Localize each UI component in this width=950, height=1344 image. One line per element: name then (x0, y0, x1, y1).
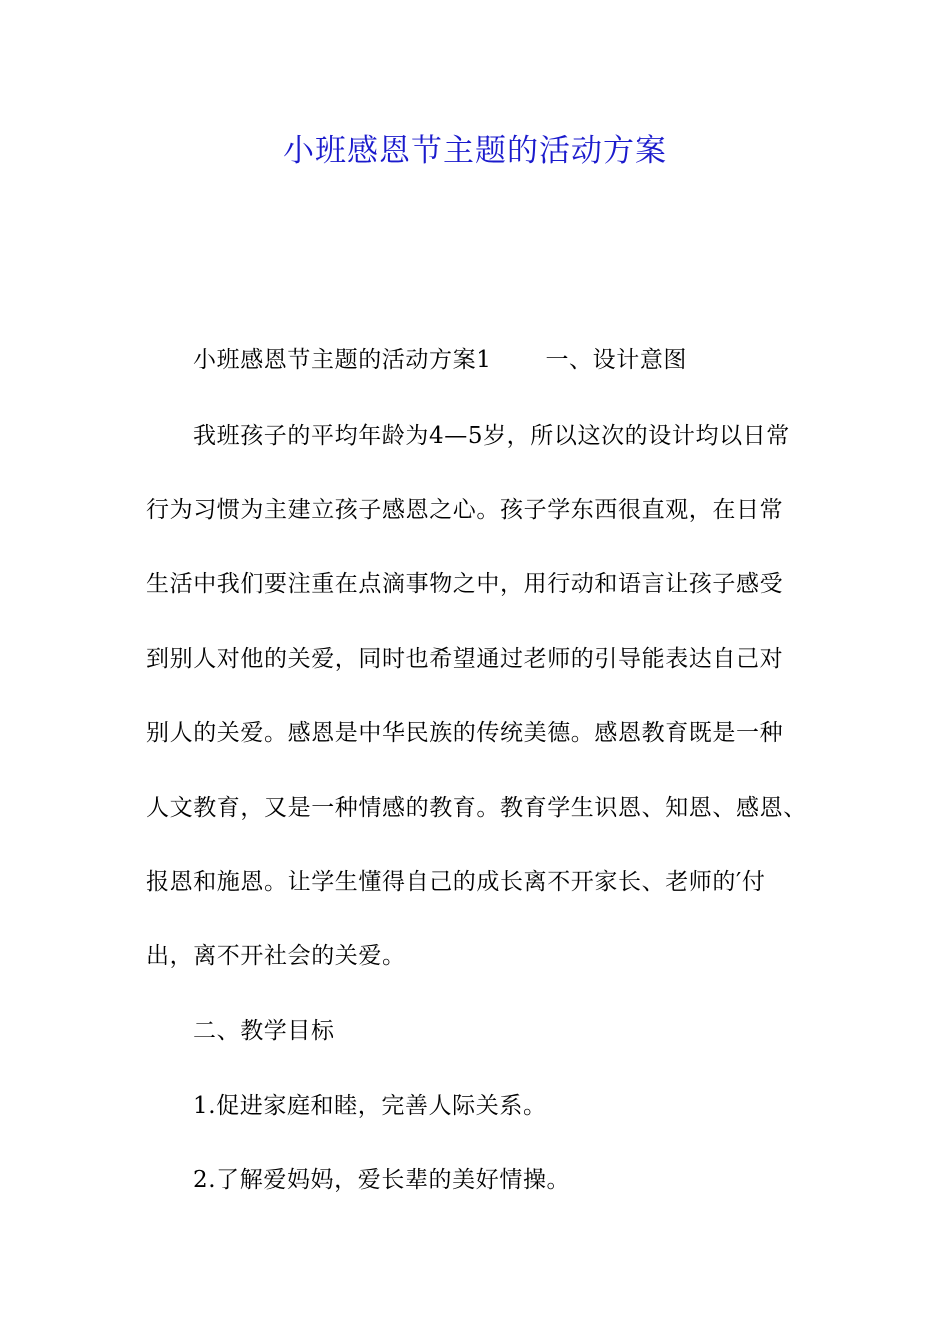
paragraph-line: 报恩和施恩。让学生懂得自己的成长离不开家长、老师的′付 (146, 869, 766, 895)
document-title: 小班感恩节主题的活动方案 (283, 133, 667, 169)
goal-item: 2.了解爱妈妈，爱长辈的美好情操。 (193, 1167, 571, 1193)
paragraph-line: 我班孩子的平均年龄为4—5岁，所以这次的设计均以日常 (193, 423, 790, 449)
plan-heading-line (193, 344, 687, 376)
goal-item: 1.促进家庭和睦，完善人际关系。 (193, 1093, 547, 1119)
section-one-heading: 一、设计意图 (545, 347, 688, 373)
paragraph-line: 出，离不开社会的关爱。 (146, 943, 406, 969)
plan-label: 小班感恩节主题的活动方案1 (193, 347, 492, 373)
paragraph-line: 人文教育，又是一种情感的教育。教育学生识恩、知恩、感恩、 (146, 795, 807, 821)
paragraph-line: 生活中我们要注重在点滴事物之中，用行动和语言让孩子感受 (146, 571, 784, 597)
paragraph-line: 别人的关爱。感恩是中华民族的传统美德。感恩教育既是一种 (146, 720, 784, 746)
paragraph-line: 行为习惯为主建立孩子感恩之心。孩子学东西很直观，在日常 (146, 497, 784, 523)
section-two-heading: 二、教学目标 (193, 1018, 335, 1044)
paragraph-line: 到别人对他的关爱，同时也希望通过老师的引导能表达自己对 (146, 646, 784, 672)
